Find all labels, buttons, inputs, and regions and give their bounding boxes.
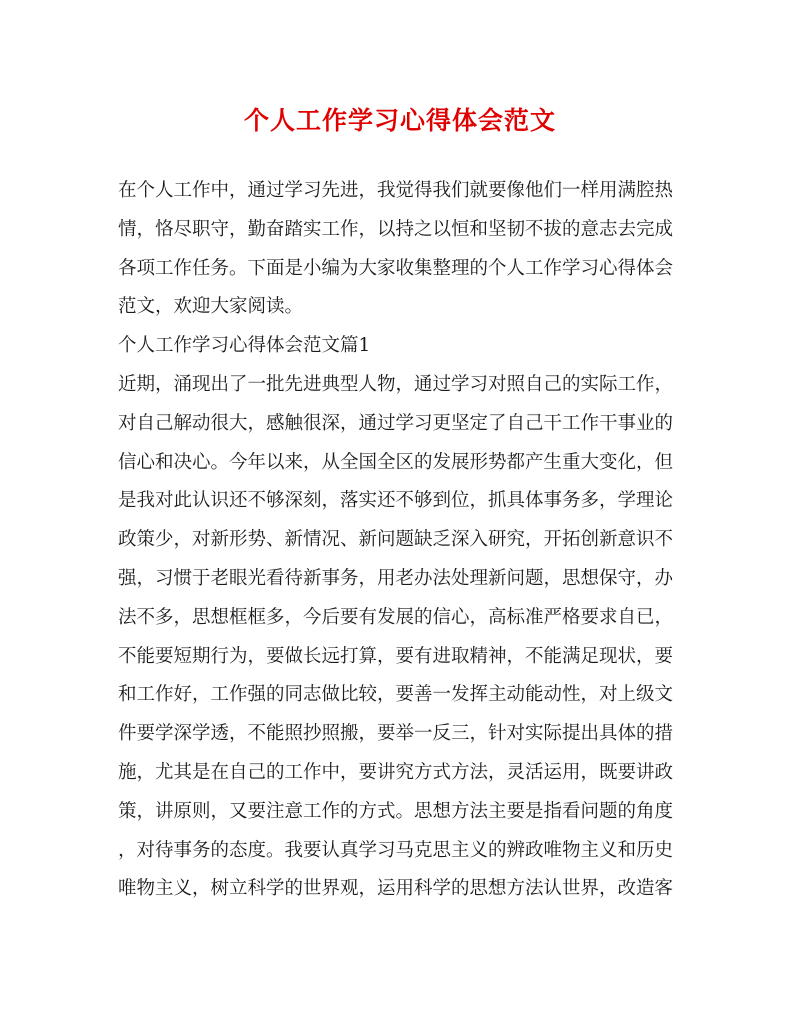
text-line: 法不多，思想框框多，今后要有发展的信心，高标准严格要求自已， (118, 606, 674, 628)
text-line: 和工作好，工作强的同志做比较，要善一发挥主动能动性，对上级文 (118, 684, 674, 706)
document-title: 个人工作学习心得体会范文 (243, 106, 556, 135)
text-line: 情，恪尽职守，勤奋踏实工作，以持之以恒和坚韧不拔的意志去完成 (118, 218, 674, 240)
text-line: 范文，欢迎大家阅读。 (118, 296, 304, 318)
text-line: 政策少，对新形势、新情况、新问题缺乏深入研究，开拓创新意识不 (118, 529, 674, 551)
text-line: 各项工作任务。下面是小编为大家收集整理的个人工作学习心得体会 (118, 257, 674, 279)
text-line: 唯物主义，树立科学的世界观，运用科学的思想方法认世界，改造客 (118, 878, 674, 900)
text-line: 信心和决心。今年以来，从全国全区的发展形势都产生重大变化，但 (118, 451, 674, 473)
section-heading: 个人工作学习心得体会范文篇1 (118, 335, 371, 357)
text-line: ，对待事务的态度。我要认真学习马克思主义的辨政唯物主义和历史 (118, 839, 674, 861)
text-line: 是我对此认识还不够深刻，落实还不够到位，抓具体事务多，学理论 (118, 490, 674, 512)
text-line: 在个人工作中，通过学习先进，我觉得我们就要像他们一样用满腔热 (118, 180, 674, 201)
text-line: 强，习惯于老眼光看待新事务，用老办法处理新问题，思想保守，办 (118, 567, 674, 589)
text-line: 不能要短期行为，要做长远打算，要有进取精神，不能满足现状，要 (118, 645, 674, 667)
text-line: 近期，涌现出了一批先进典型人物，通过学习对照自己的实际工作， (118, 373, 674, 395)
text-line: 件要学深学透，不能照抄照搬，要举一反三，针对实际提出具体的措 (118, 723, 674, 745)
text-line: 策，讲原则，又要注意工作的方式。思想方法主要是指看问题的角度 (118, 800, 674, 822)
text-line: 施，尤其是在自己的工作中，要讲究方式方法，灵活运用，既要讲政 (118, 761, 674, 783)
document-body (118, 172, 688, 909)
text-line: 对自己解动很大，感触很深，通过学习更坚定了自己干工作干事业的 (118, 412, 674, 434)
